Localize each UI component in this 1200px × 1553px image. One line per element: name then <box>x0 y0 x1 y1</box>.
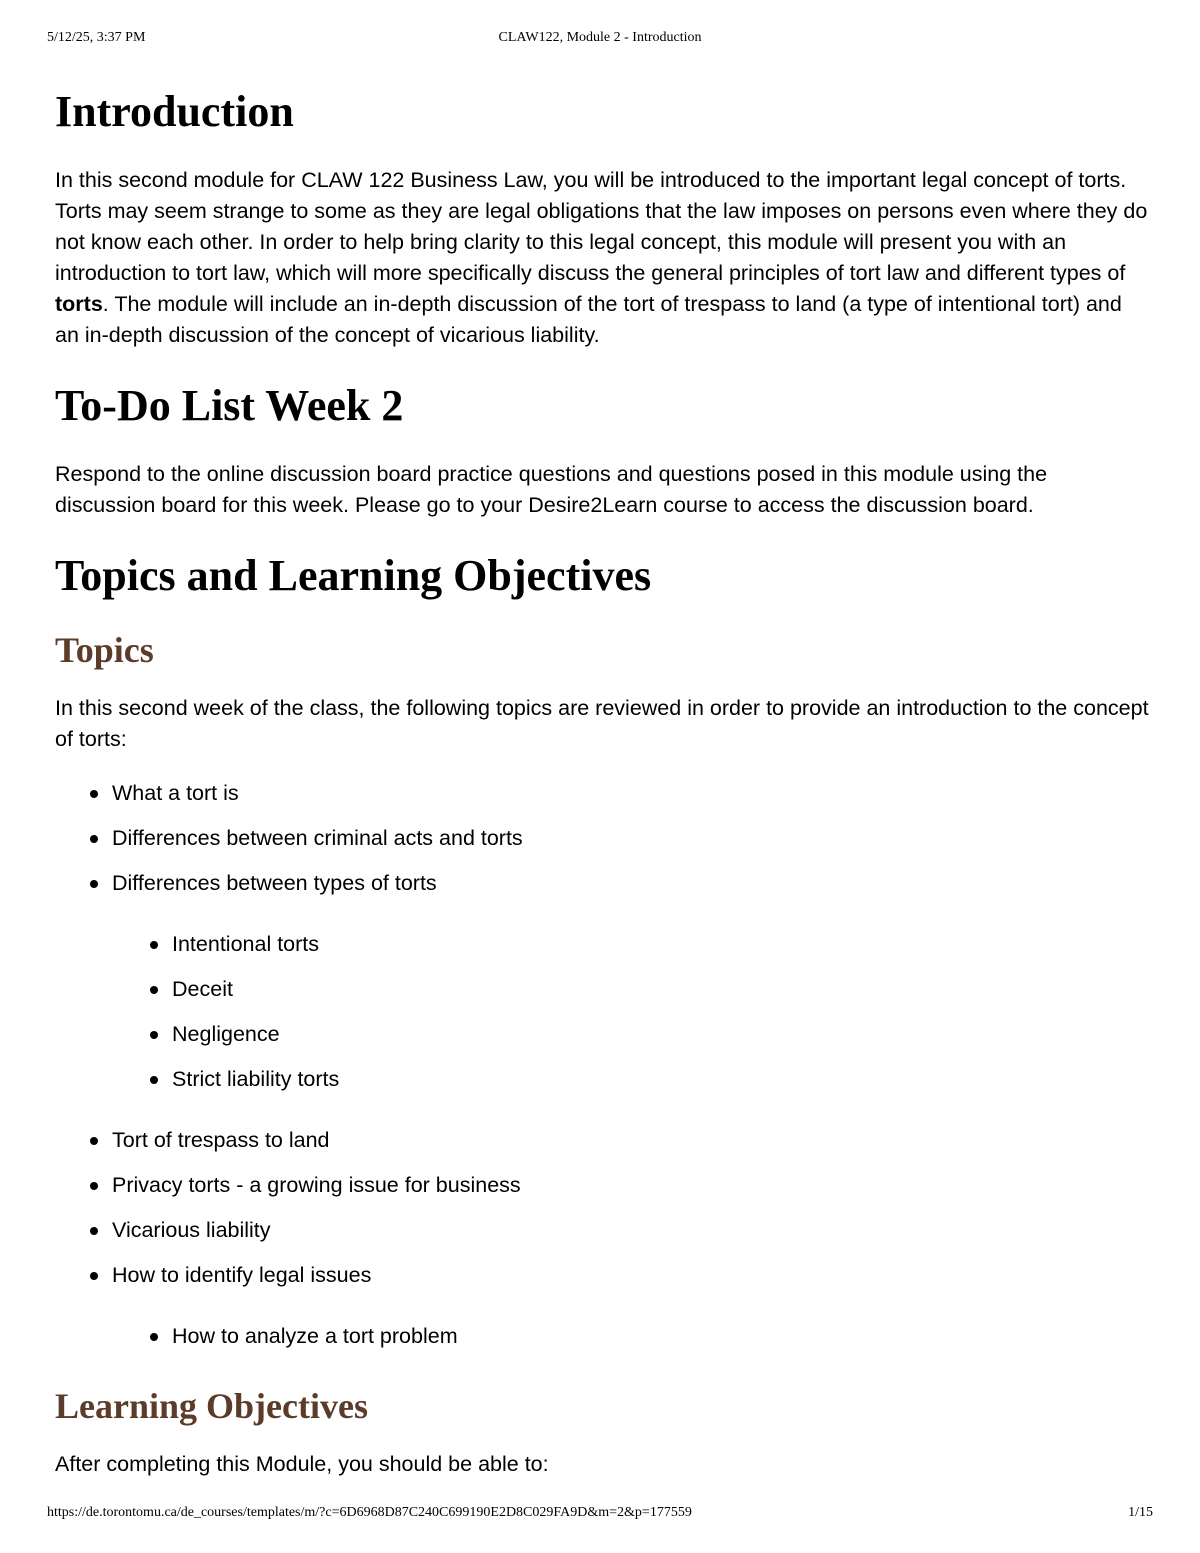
list-item: Differences between criminal acts and torts <box>55 823 1150 853</box>
list-item: What a tort is <box>55 778 1150 808</box>
list-item: Differences between types of torts <box>55 868 1150 898</box>
topics-intro: In this second week of the class, the following topics are reviewed in order to provide an introduction to the concept of torts: <box>55 696 1149 751</box>
list-item: Deceit <box>55 974 1150 1004</box>
intro-text-before: In this second module for CLAW 122 Business Law, you will be introduced to the important legal concept of torts. Torts may seem strange to some as they are legal obligations that the law imposes on persons even where they do not know each other. In order to help bring clarity to this legal concept, this module will present you with an introduction to tort law, which will more specifically discuss the general principles of tort law and different types of <box>55 168 1148 285</box>
topics-list-a <box>55 778 1150 898</box>
list-item: Strict liability torts <box>55 1064 1150 1094</box>
module-content <box>55 80 1150 1480</box>
introduction-heading: Introduction <box>55 87 294 136</box>
print-url: https://de.torontomu.ca/de_courses/templates/m/?c=6D6968D87C240C699190E2D8C029FA9D&m=2&p=177559 <box>47 1505 692 1520</box>
learning-objectives-heading: Learning Objectives <box>55 1386 368 1426</box>
learning-objectives-intro: After completing this Module, you should be able to: <box>55 1452 549 1476</box>
todo-heading: To-Do List Week 2 <box>55 381 404 430</box>
todo-paragraph: Respond to the online discussion board practice questions and questions posed in this module using the discussion board for this week. Please go to your Desire2Learn course to access the discussion board. <box>55 462 1048 517</box>
introduction-paragraph <box>55 165 1150 351</box>
intro-bold-term: torts <box>55 292 103 316</box>
topics-heading: Topics <box>55 630 154 670</box>
list-item: Privacy torts - a growing issue for business <box>55 1170 1150 1200</box>
list-item: How to identify legal issues <box>55 1260 1150 1290</box>
topics-sublist-b <box>55 1321 1150 1351</box>
print-footer <box>0 1505 1200 1525</box>
list-item: How to analyze a tort problem <box>55 1321 1150 1351</box>
intro-text-after: . The module will include an in-depth discussion of the tort of trespass to land (a type of intentional tort) and an in-depth discussion of the concept of vicarious liability. <box>55 292 1122 347</box>
list-item: Tort of trespass to land <box>55 1125 1150 1155</box>
list-item: Vicarious liability <box>55 1215 1150 1245</box>
topics-sublist-a <box>55 929 1150 1094</box>
page-number: 1/15 <box>1128 1505 1153 1520</box>
print-header <box>0 30 1200 50</box>
topics-list-b <box>55 1125 1150 1290</box>
print-date: 5/12/25, 3:37 PM <box>47 30 146 45</box>
list-item: Intentional torts <box>55 929 1150 959</box>
print-page-title: CLAW122, Module 2 - Introduction <box>498 30 702 45</box>
list-item: Negligence <box>55 1019 1150 1049</box>
topics-objectives-heading: Topics and Learning Objectives <box>55 551 652 600</box>
